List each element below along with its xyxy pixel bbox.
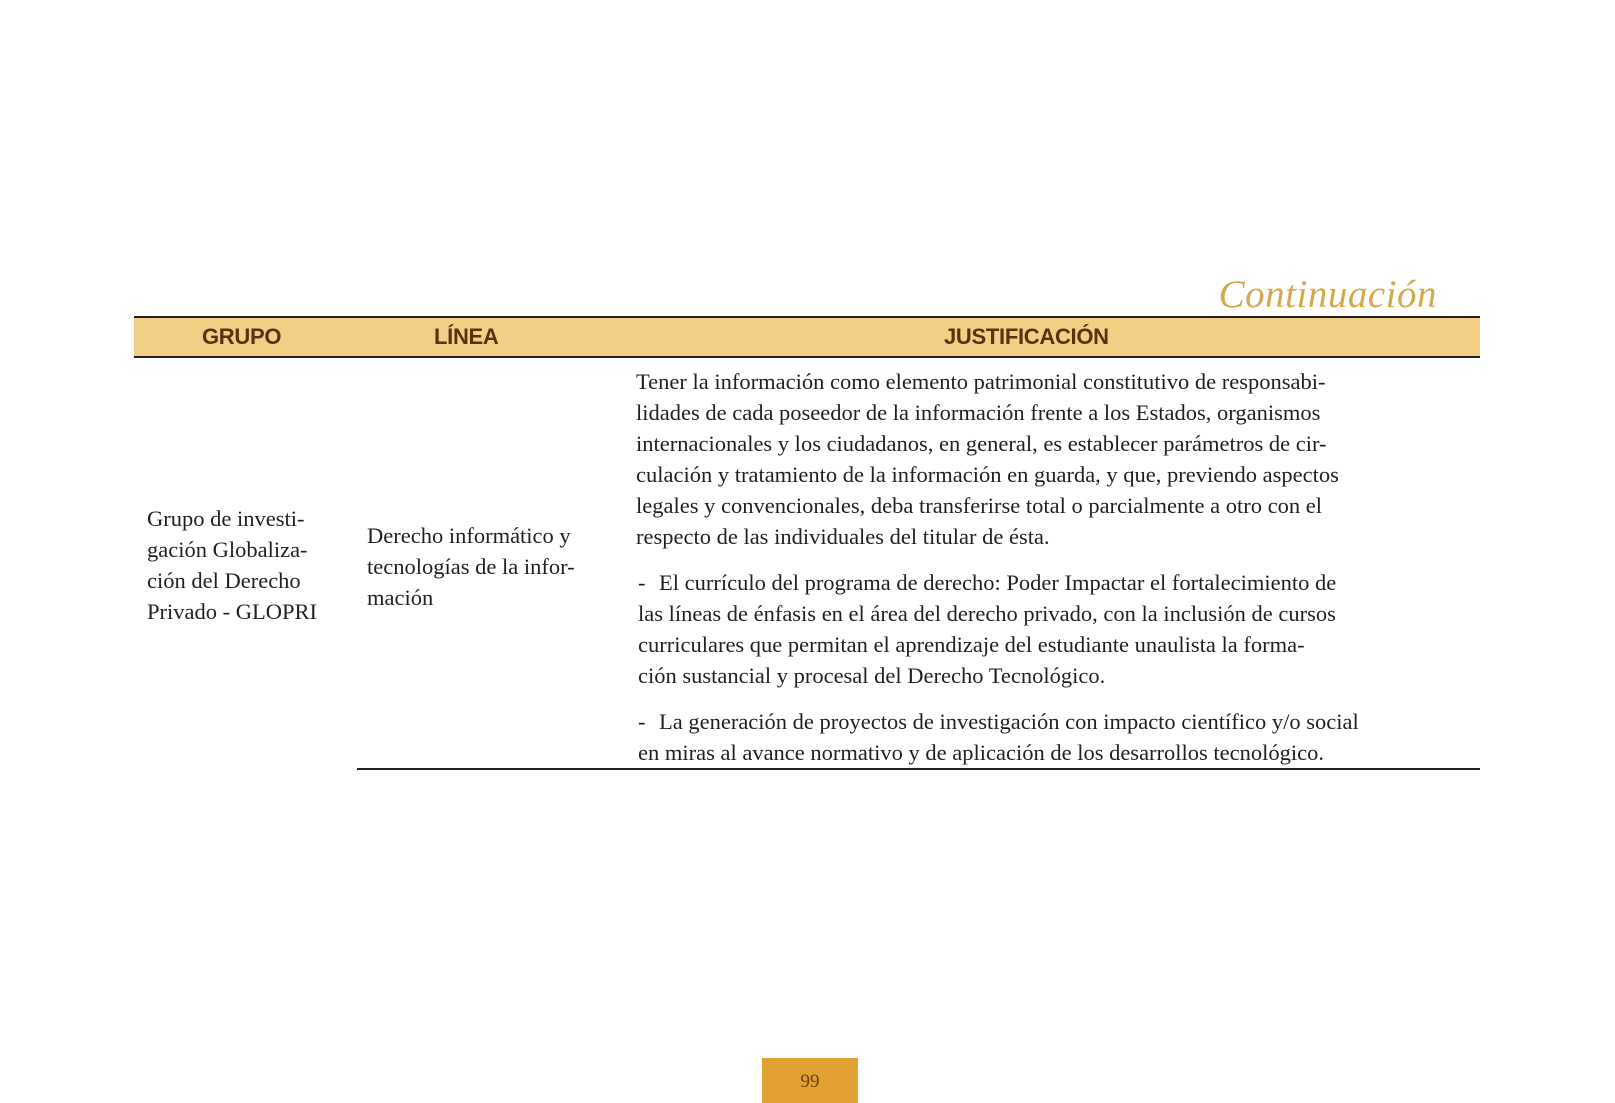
column-header-grupo: GRUPO (202, 324, 282, 349)
justificacion-line: culación y tratamiento de la información en guarda, y que, previendo aspectos (636, 462, 1339, 487)
cell-linea-line: tecnologías de la infor- (367, 554, 575, 579)
cell-linea-line: mación (367, 585, 434, 610)
column-header-justificacion: JUSTIFICACIÓN (944, 324, 1109, 349)
table-header-row (134, 316, 1480, 358)
cell-grupo-line: Privado - GLOPRI (147, 599, 317, 624)
continuation-label: Continuación (1218, 273, 1437, 316)
justificacion-line: lidades de cada poseedor de la información frente a los Estados, organismos (636, 400, 1321, 425)
justificacion-line: legales y convencionales, deba transferirse total o parcialmente a otro con el (636, 493, 1322, 518)
justificacion-line: internacionales y los ciudadanos, en general, es establecer parámetros de cir- (636, 431, 1327, 456)
list-item-line: en miras al avance normativo y de aplicación de los desarrollos tecnológico. (638, 740, 1325, 765)
cell-grupo-line: gación Globaliza- (147, 537, 308, 562)
list-dash: - (638, 570, 646, 595)
list-item-line: curriculares que permitan el aprendizaje del estudiante unaulista la forma- (638, 632, 1305, 657)
list-item-line: ción sustancial y procesal del Derecho Tecnológico. (638, 663, 1106, 688)
justificacion-line: respecto de las individuales del titular de ésta. (636, 524, 1050, 549)
column-header-linea: LÍNEA (434, 324, 499, 349)
cell-grupo-line: ción del Derecho (147, 568, 301, 593)
table-bottom-rule (357, 768, 1480, 770)
list-item-line: El currículo del programa de derecho: Poder Impactar el fortalecimiento de (659, 570, 1337, 595)
cell-linea (367, 520, 617, 613)
cell-justificacion (636, 366, 1476, 768)
page-number-box (762, 1058, 858, 1103)
justificacion-list-item (636, 706, 1476, 768)
list-item-line: las líneas de énfasis en el área del derecho privado, con la inclusión de cursos (638, 601, 1336, 626)
justificacion-list-item (636, 567, 1476, 691)
list-item-line: La generación de proyectos de investigación con impacto científico y/o social (659, 709, 1359, 734)
cell-grupo (147, 503, 357, 627)
cell-grupo-line: Grupo de investi- (147, 506, 305, 531)
justificacion-paragraph (636, 366, 1476, 552)
page-number: 99 (800, 1071, 820, 1092)
list-dash: - (638, 709, 646, 734)
cell-linea-line: Derecho informático y (367, 523, 571, 548)
justificacion-line: Tener la información como elemento patrimonial constitutivo de responsabi- (636, 369, 1326, 394)
